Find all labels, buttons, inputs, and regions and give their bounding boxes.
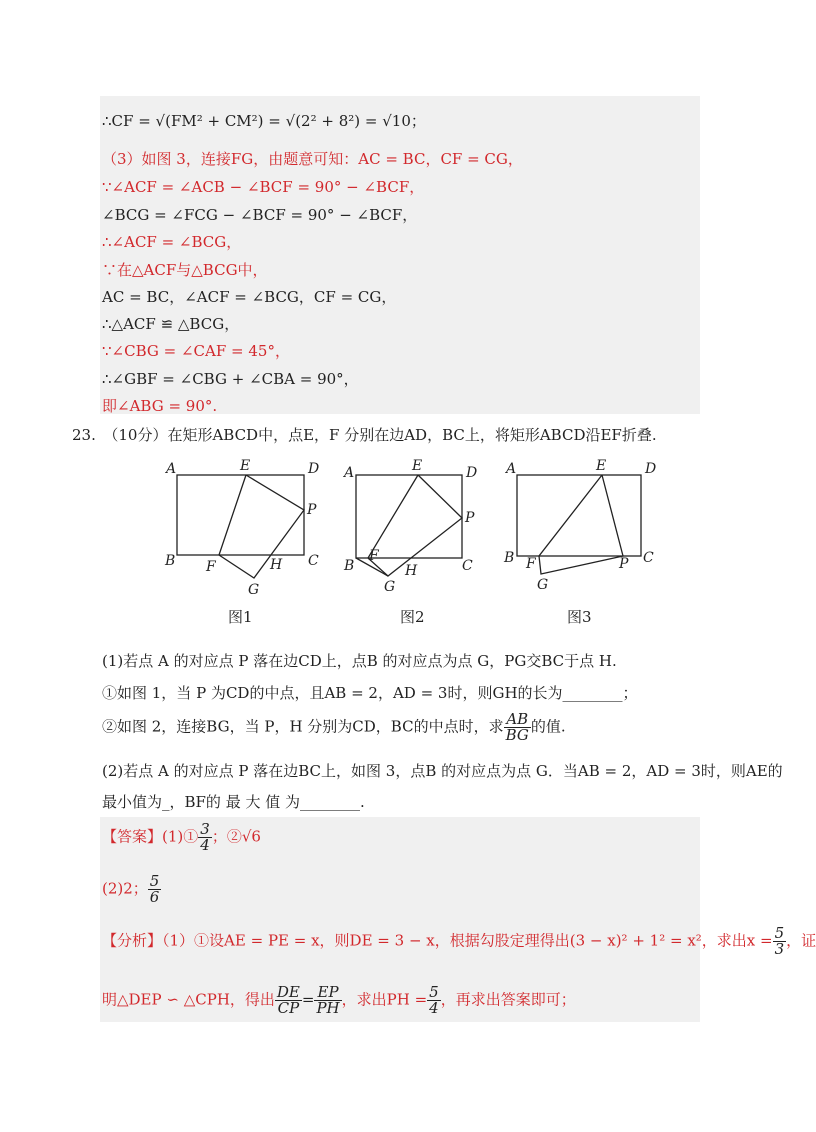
part-1b-text: ②如图 2，连接BG，当 P，H 分别为CD，BC的中点时，求 <box>102 717 504 736</box>
fig1-label-E: E <box>240 458 251 474</box>
fig2-label-A: A <box>344 465 355 481</box>
solution-line-2: （3）如图 3，连接FG，由题意可知：AC = BC，CF = CG， <box>102 150 523 168</box>
analysis-text-2: 明△DEP ∽ △CPH，得出 <box>102 990 275 1009</box>
fig2-label-P: P <box>465 510 475 526</box>
fig1-label-B: B <box>165 553 176 569</box>
analysis-fraction-de-cp <box>275 985 302 1016</box>
answer-tag: 【答案】 <box>102 827 163 846</box>
solution-line-4: ∠BCG = ∠FCG − ∠BCF = 90° − ∠BCF， <box>102 206 418 224</box>
analysis-fraction-5-3 <box>773 926 787 957</box>
fraction-numerator: 5 <box>774 924 785 942</box>
question-part-2-line-2: 最小值为_，BF的 最 大 值 为________. <box>102 793 365 811</box>
figure-caption-2: 图2 <box>400 608 425 626</box>
fig3-rectangle <box>517 475 641 556</box>
fraction-numerator: 5 <box>149 872 160 890</box>
fig3-label-C: C <box>643 550 654 566</box>
analysis-fraction-5-4 <box>427 985 441 1016</box>
analysis-text-1: （1）①设AE = PE = x，则DE = 3 − x，根据勾股定理得出(3 − x)² + 1² = x²，求出x = <box>162 931 773 950</box>
answer-part-1: (1)① <box>162 827 199 846</box>
fraction-denominator: 4 <box>429 999 439 1017</box>
answer-line-1 <box>102 822 261 853</box>
fraction-numerator: DE <box>276 983 300 1001</box>
analysis-line-2 <box>102 985 576 1016</box>
fraction-numerator: AB <box>504 712 531 728</box>
fig2-rectangle <box>356 475 462 558</box>
fig1-label-D: D <box>308 461 320 477</box>
solution-line-5: ∴∠ACF = ∠BCG， <box>102 233 242 251</box>
fig1-fold <box>219 475 304 578</box>
fig1-label-C: C <box>308 553 319 569</box>
answer-line-2 <box>102 874 161 905</box>
fraction-denominator: CP <box>277 999 300 1017</box>
fig1-label-F: F <box>206 559 216 575</box>
fig2-label-D: D <box>466 465 478 481</box>
solution-line-9: ∵∠CBG = ∠CAF = 45°， <box>102 342 290 360</box>
analysis-text-2b: ，求出PH = <box>341 990 428 1009</box>
solution-line-7: AC = BC，∠ACF = ∠BCG，CF = CG， <box>102 288 397 306</box>
fig2-label-C: C <box>462 558 473 574</box>
fig3-fold <box>539 475 623 574</box>
fig3-label-A: A <box>506 461 517 477</box>
figures <box>0 458 800 598</box>
solution-line-8: ∴△ACF ≌ △BCG， <box>102 315 240 333</box>
question-part-1a: ①如图 1，当 P 为CD的中点，且AB = 2，AD = 3时，则GH的长为________； <box>102 684 638 702</box>
fraction-denominator: PH <box>316 999 340 1017</box>
fraction-ab-bg <box>504 712 531 743</box>
question-part-1b <box>102 712 566 743</box>
fraction-numerator: EP <box>314 985 341 1001</box>
fig3-label-P: P <box>619 556 629 572</box>
question-part-1: (1)若点 A 的对应点 P 落在边CD上，点B 的对应点为点 G，PG交BC于点 H. <box>102 652 617 670</box>
fig1-label-G: G <box>248 582 260 598</box>
question-part-2-line-1: (2)若点 A 的对应点 P 落在边BC上，如图 3，点B 的对应点为点 G．当AB = 2，AD = 3时，则AE的 <box>102 762 783 780</box>
fig2-label-F: F <box>369 548 379 564</box>
solution-line-3: ∵∠ACF = ∠ACB − ∠BCF = 90° − ∠BCF， <box>102 178 425 196</box>
fraction-numerator: 5 <box>429 983 439 1001</box>
fraction-numerator: 3 <box>200 820 210 838</box>
fig2-label-G: G <box>384 579 396 595</box>
answer-fraction-3-4 <box>198 822 212 853</box>
fig3-label-B: B <box>504 550 515 566</box>
fraction-denominator: BG <box>505 726 529 744</box>
fraction-denominator: 4 <box>200 836 210 854</box>
fig2-label-H: H <box>405 563 418 579</box>
part-1b-text-end: 的值. <box>530 717 566 736</box>
analysis-line-1 <box>102 926 816 957</box>
fig3-label-D: D <box>645 461 657 477</box>
solution-block <box>100 96 700 414</box>
solution-line-6: ∵在△ACF与△BCG中， <box>102 261 268 279</box>
answer-fraction-5-6 <box>148 874 162 905</box>
fig1-rectangle <box>177 475 304 555</box>
answer-part-1b: ；②√6 <box>211 827 261 846</box>
analysis-text-1-end: ，证 <box>786 931 816 950</box>
figure-caption-1: 图1 <box>228 608 253 626</box>
fig3-label-F: F <box>526 556 536 572</box>
fig2-fold <box>368 475 462 576</box>
fig1-label-A: A <box>166 461 177 477</box>
analysis-text-2-end: ，再求出答案即可； <box>440 990 576 1009</box>
fig2-label-B: B <box>344 558 355 574</box>
analysis-fraction-ep-ph <box>314 985 341 1016</box>
solution-line-10: ∴∠GBF = ∠CBG + ∠CBA = 90°， <box>102 370 359 388</box>
fraction-denominator: 3 <box>774 940 785 958</box>
fig2-label-E: E <box>412 458 423 474</box>
fig3-label-E: E <box>596 458 607 474</box>
answer-part-2: (2)2； <box>102 879 148 898</box>
analysis-tag: 【分析】 <box>102 931 163 950</box>
question-stem: 23. （10分）在矩形ABCD中，点E，F 分别在边AD，BC上，将矩形ABCD沿EF折叠. <box>72 426 657 444</box>
fig3-label-G: G <box>537 577 549 593</box>
solution-line-1: ∴CF = √(FM² + CM²) = √(2² + 8²) = √10； <box>102 112 426 130</box>
fraction-denominator: 6 <box>149 888 160 906</box>
fig1-label-H: H <box>270 557 283 573</box>
solution-line-11: 即∠ABG = 90°. <box>102 397 218 415</box>
figure-caption-3: 图3 <box>567 608 592 626</box>
analysis-equals: = <box>301 990 315 1009</box>
fig1-label-P: P <box>307 502 317 518</box>
